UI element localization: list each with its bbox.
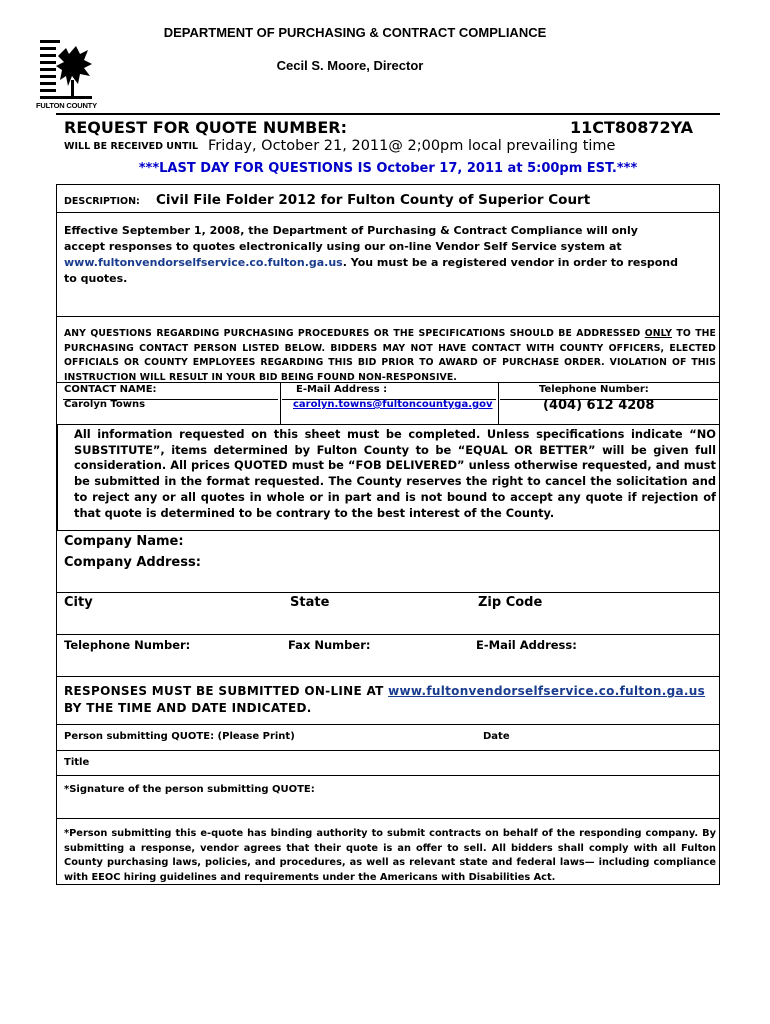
divider [56, 818, 720, 819]
divider [56, 676, 720, 677]
company-email-label: E-Mail Address: [476, 638, 577, 652]
contact-name-value: Carolyn Towns [64, 399, 146, 410]
effective-notice: Effective September 1, 2008, the Department of Purchasing & Contract Compliance will only accept responses to quotes electronically using our on-line Vendor Self Service system at www.fultonvendorselfservice.co.fulton.ga.us. You must be a registered vendor in order to respond to quotes. [64, 224, 679, 285]
divider [56, 634, 720, 635]
vendor-portal-link[interactable]: www.fultonvendorselfservice.co.fulton.ga.us [64, 256, 343, 269]
company-address-label: Company Address: [64, 555, 201, 570]
company-phone-label: Telephone Number: [64, 638, 191, 652]
questions-notice: ANY QUESTIONS REGARDING PURCHASING PROCEDURES OR THE SPECIFICATIONS SHOULD BE ADDRESSED ONLY TO THE PURCHASING CONTACT PERSON LISTED BELOW. BIDDERS MAY NOT HAVE CONTACT WITH COUNTY OFFICERS, ELECTED OFFICIALS OR COUNTY EMPLOYEES REGARDING THIS BID PRIOR TO AWARD OF PURCHASE ORDER. VIOLATION OF THIS INSTRUCTION WILL RESULT IN YOUR BID BEING FOUND NON-RESPONSIVE. [64, 328, 716, 383]
rfq-number: 11CT80872YA [570, 118, 694, 137]
logo-text: FULTON COUNTY [36, 101, 97, 110]
contact-email-link[interactable]: carolyn.towns@fultoncountyga.gov [293, 399, 493, 410]
contact-name-label: CONTACT NAME: [64, 384, 157, 395]
information-paragraph: All information requested on this sheet must be completed. Unless specifications indicate “NO SUBSTITUTE”, items determined by Fulton County to be “EQUAL OR BETTER” will be given full consideration. All prices QUOTED must be “FOB DELIVERED” unless otherwise requested, and must be submitted in the format requested. The County reserves the right to cancel the solicitation and to reject any or all quotes in whole or in part and is not bound to accept any quote if rejection of that quote is determined to be contrary to the best interest of the County. [74, 427, 716, 520]
company-name-label: Company Name: [64, 534, 184, 549]
signature-label: *Signature of the person submitting QUOTE: [64, 784, 315, 795]
rfq-title: REQUEST FOR QUOTE NUMBER: [64, 118, 347, 137]
director-name: Cecil S. Moore, Director [276, 58, 424, 73]
received-until-value: Friday, October 21, 2011@ 2;00pm local prevailing time [208, 138, 616, 154]
department-title: DEPARTMENT OF PURCHASING & CONTRACT COMPLIANCE [163, 25, 547, 40]
divider [56, 530, 720, 531]
divider [56, 724, 720, 725]
responses-notice: RESPONSES MUST BE SUBMITTED ON-LINE AT www.fultonvendorselfservice.co.fulton.ga.us BY THE TIME AND DATE INDICATED. [64, 684, 706, 715]
last-day-for-questions: ***LAST DAY FOR QUESTIONS IS October 17, 2011 at 5:00pm EST.*** [138, 161, 638, 176]
zip-code-label: Zip Code [478, 595, 543, 610]
divider [56, 592, 720, 593]
divider [280, 382, 281, 424]
divider [498, 382, 499, 424]
contact-phone-label: Telephone Number: [539, 384, 649, 395]
divider [56, 316, 720, 317]
divider [56, 750, 720, 751]
vendor-portal-link-2[interactable]: www.fultonvendorselfservice.co.fulton.ga.us [388, 684, 706, 698]
contact-phone-value: (404) 612 4208 [543, 398, 655, 413]
divider [56, 424, 720, 425]
fax-number-label: Fax Number: [288, 638, 371, 652]
fulton-county-logo [36, 36, 96, 110]
header-divider [56, 113, 720, 115]
date-label: Date [483, 731, 510, 742]
divider [56, 775, 720, 776]
state-label: State [290, 595, 330, 610]
description-label: DESCRIPTION: [64, 196, 140, 207]
received-until-label: WILL BE RECEIVED UNTIL [64, 141, 199, 152]
divider [56, 212, 720, 213]
title-label: Title [64, 757, 90, 768]
person-submitting-label: Person submitting QUOTE: (Please Print) [64, 731, 295, 742]
city-label: City [64, 595, 93, 610]
binding-authority-notice: *Person submitting this e-quote has binding authority to submit contracts on behalf of the responding company. By submitting a response, vendor agrees that their quote is an offer to sell. All bidders shall comply with all Fulton County purchasing laws, policies, and procedures, as well as relevant state and federal laws— including compliance with EEOC hiring guidelines and requirements under the Americans with Disabilities Act. [64, 828, 716, 883]
description-value: Civil File Folder 2012 for Fulton County of Superior Court [156, 192, 591, 208]
divider [56, 424, 58, 530]
contact-email-label: E-Mail Address : [296, 384, 388, 395]
